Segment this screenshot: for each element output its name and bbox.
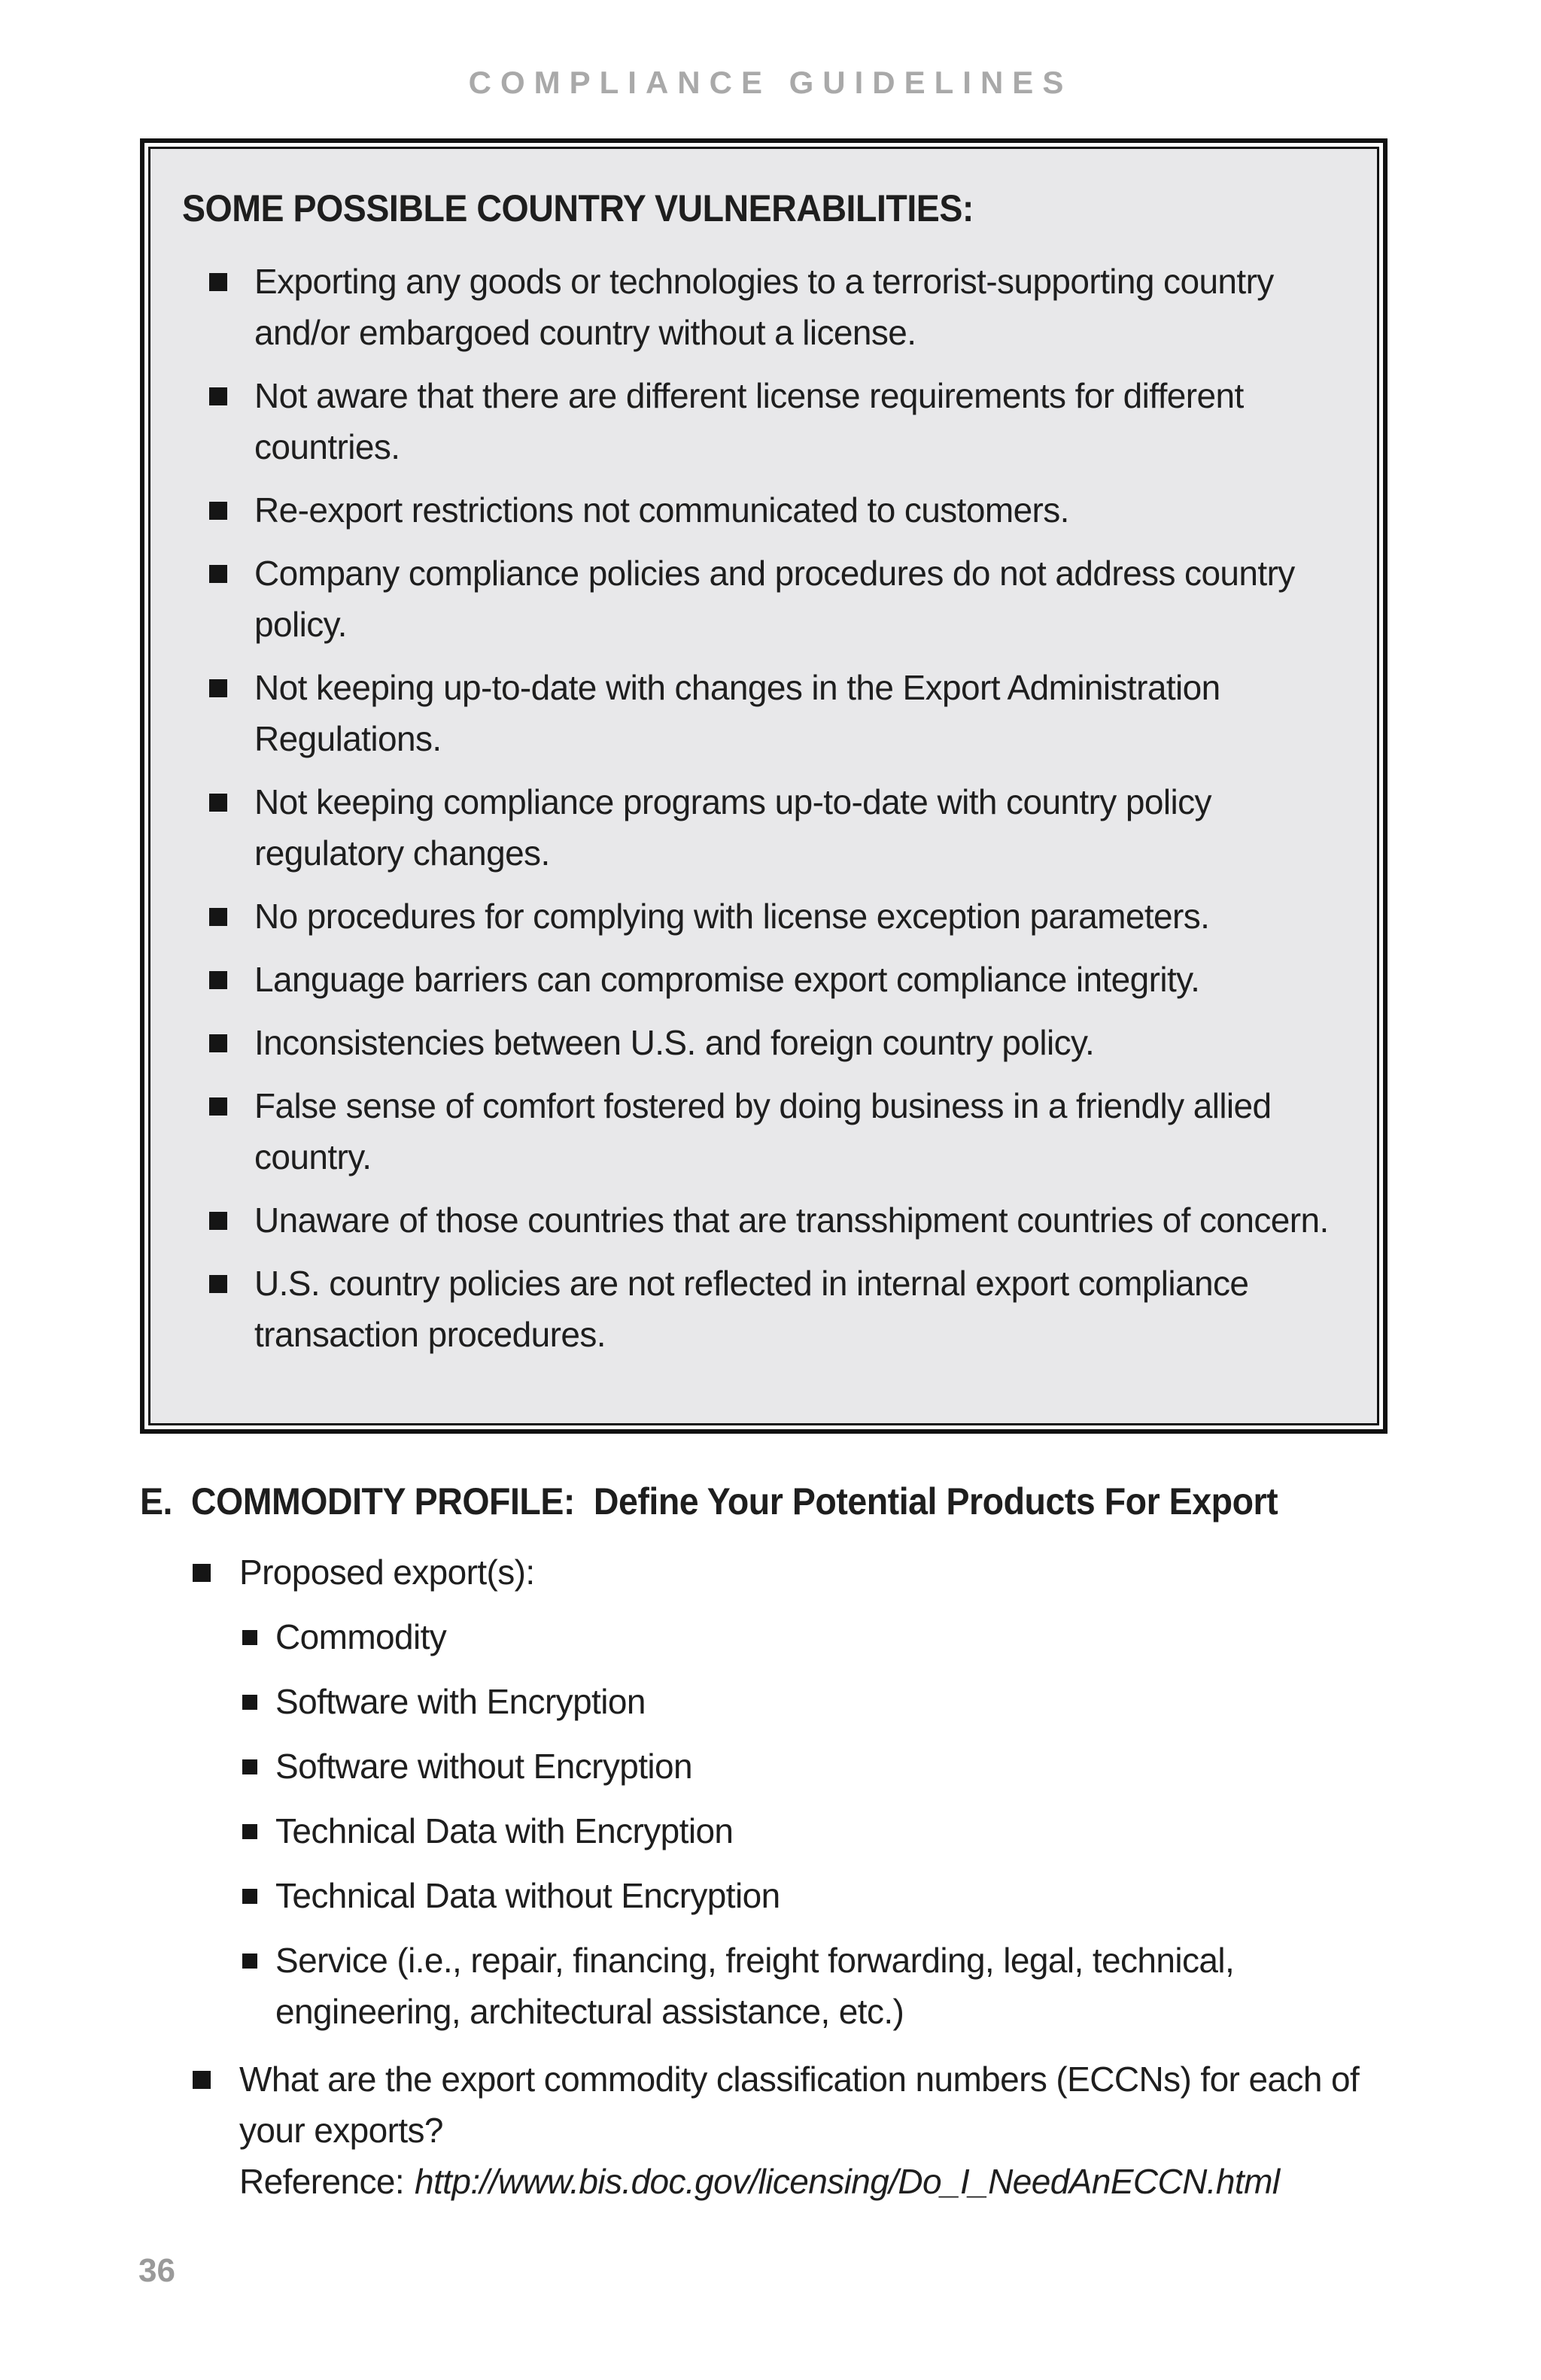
list-item-text: False sense of comfort fostered by doing business in a friendly allied country.	[254, 1086, 1272, 1176]
square-bullet-icon	[209, 273, 227, 291]
list-item-text: Technical Data with Encryption	[275, 1811, 734, 1850]
list-item-text: U.S. country policies are not reflected in internal export compliance transaction procedures.	[254, 1264, 1249, 1354]
square-bullet-icon	[209, 1097, 227, 1116]
square-bullet-icon	[209, 1034, 227, 1052]
square-bullet-icon	[242, 1695, 257, 1710]
list-item	[182, 256, 1347, 358]
list-item	[182, 1258, 1347, 1360]
square-bullet-icon	[209, 387, 227, 405]
square-bullet-icon	[242, 1759, 257, 1774]
square-bullet-icon	[209, 1275, 227, 1293]
list-item	[182, 662, 1347, 764]
proposed-exports-label: Proposed export(s):	[239, 1553, 535, 1592]
list-item	[182, 776, 1347, 879]
square-bullet-icon	[209, 971, 227, 989]
square-bullet-icon	[209, 908, 227, 926]
vulnerabilities-box	[140, 138, 1388, 1434]
square-bullet-icon	[209, 1212, 227, 1230]
list-item-text: Not keeping compliance programs up-to-date with country policy regulatory changes.	[254, 782, 1211, 873]
square-bullet-icon	[193, 1564, 211, 1582]
proposed-exports-list	[239, 1611, 1419, 2037]
list-item	[239, 1935, 1419, 2037]
square-bullet-icon	[242, 1889, 257, 1904]
list-item	[182, 484, 1347, 536]
list-item	[239, 1805, 1419, 1856]
list-item-text: Not aware that there are different license requirements for different countries.	[254, 376, 1244, 466]
reference-url: http://www.bis.doc.gov/licensing/Do_I_NeedAnECCN.html	[415, 2162, 1280, 2201]
list-item-text: Inconsistencies between U.S. and foreign country policy.	[254, 1023, 1095, 1062]
list-item	[239, 1741, 1419, 1792]
list-item	[239, 1870, 1419, 1921]
list-item	[182, 1195, 1347, 1246]
list-item	[182, 1017, 1347, 1068]
square-bullet-icon	[242, 1953, 257, 1969]
list-item-text: Re-export restrictions not communicated to customers.	[254, 490, 1069, 530]
list-item	[182, 1080, 1347, 1182]
vulnerabilities-box-inner	[148, 147, 1379, 1425]
running-head: COMPLIANCE GUIDELINES	[468, 65, 1073, 100]
list-item	[239, 1676, 1419, 1727]
list-item-text: Unaware of those countries that are transshipment countries of concern.	[254, 1201, 1329, 1240]
list-item-text: Software with Encryption	[275, 1682, 646, 1721]
list-item	[239, 1611, 1419, 1662]
eccn-question: What are the export commodity classification numbers (ECCNs) for each of your exports?	[239, 2060, 1360, 2150]
list-item-text: Company compliance policies and procedures do not address country policy.	[254, 554, 1295, 644]
square-bullet-icon	[209, 502, 227, 520]
list-item	[182, 548, 1347, 650]
square-bullet-icon	[193, 2071, 211, 2089]
square-bullet-icon	[209, 794, 227, 812]
page-number: 36	[138, 2252, 175, 2289]
square-bullet-icon	[242, 1630, 257, 1645]
reference-line	[239, 2156, 1419, 2207]
list-item-text: Language barriers can compromise export compliance integrity.	[254, 960, 1200, 999]
list-item-text: No procedures for complying with license exception parameters.	[254, 897, 1210, 936]
list-item	[182, 954, 1347, 1005]
box-title: SOME POSSIBLE COUNTRY VULNERABILITIES:	[182, 187, 974, 229]
list-item-text: Software without Encryption	[275, 1747, 692, 1786]
square-bullet-icon	[209, 679, 227, 697]
list-item-text: Technical Data without Encryption	[275, 1876, 780, 1915]
eccn-question-item	[140, 2054, 1419, 2207]
list-item-text: Exporting any goods or technologies to a terrorist-supporting country and/or embargoed country without a license.	[254, 262, 1274, 352]
list-item-text: Service (i.e., repair, financing, freight forwarding, legal, technical, engineering, architectural assistance, etc.)	[275, 1941, 1235, 2031]
commodity-profile-section	[140, 1476, 1419, 2224]
commodity-profile-list	[140, 1547, 1419, 2207]
proposed-exports-item	[140, 1547, 1419, 2037]
vulnerabilities-list	[182, 256, 1347, 1360]
list-item-text: Not keeping up-to-date with changes in the Export Administration Regulations.	[254, 668, 1220, 758]
section-heading: E. COMMODITY PROFILE: Define Your Potential Products For Export	[140, 1480, 1278, 1522]
list-item	[182, 891, 1347, 942]
list-item-text: Commodity	[275, 1617, 447, 1656]
square-bullet-icon	[242, 1824, 257, 1839]
reference-label: Reference:	[239, 2162, 405, 2201]
list-item	[182, 370, 1347, 472]
square-bullet-icon	[209, 565, 227, 583]
